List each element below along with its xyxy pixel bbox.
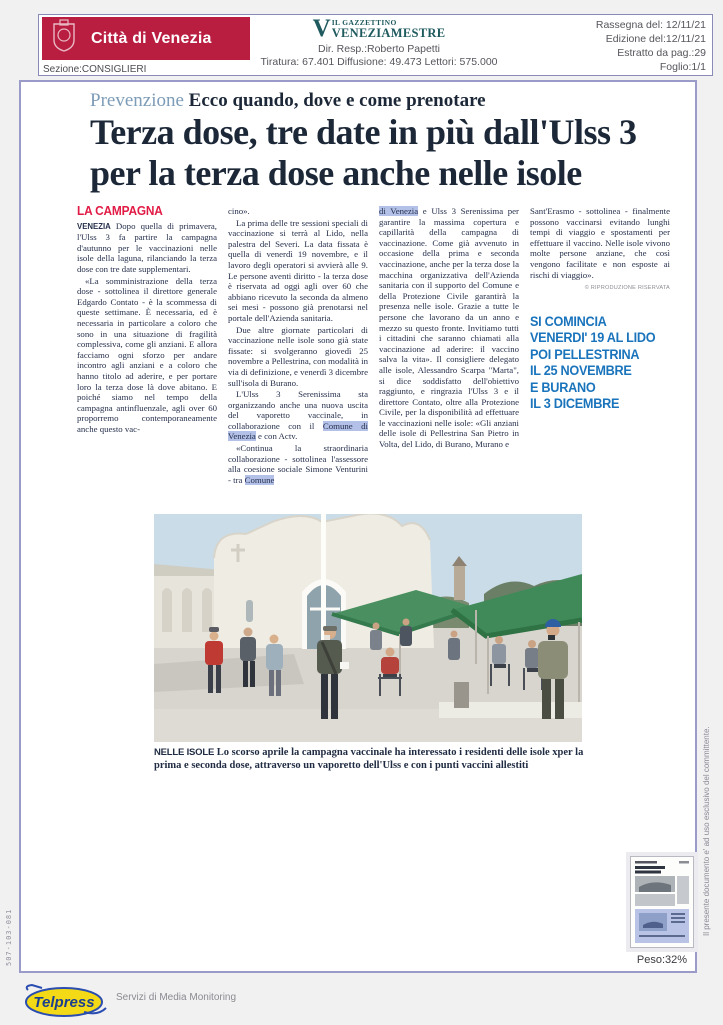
disclaimer-vertical: Il presente documento e' ad uso esclusivo del committente. bbox=[702, 726, 711, 936]
pull-quote-line: VENERDI' 19 AL LIDO bbox=[530, 330, 656, 346]
sheet-number: Foglio:1/1 bbox=[659, 61, 706, 73]
municipality-title: Città di Venezia bbox=[91, 29, 212, 47]
review-metadata bbox=[596, 18, 706, 74]
paragraph-text: Due altre giornate particolari di vaccinazione nelle isole sono già state fissate: si svolgeranno giovedì 25 novembre a Pellestrina, con modalità in via di definizione, e venerdì 3 dicembre sull'isola di Burano. bbox=[228, 324, 368, 388]
paragraph-text: cino». bbox=[228, 206, 250, 216]
vaccination-photo bbox=[154, 514, 582, 742]
page-thumbnail bbox=[630, 856, 694, 948]
search-highlight: Comune bbox=[244, 474, 275, 485]
kicker-text: Ecco quando, dove e come prenotare bbox=[188, 90, 486, 111]
logo-line-top: IL GAZZETTINO bbox=[331, 18, 397, 27]
pull-quote-line: POI PELLESTRINA bbox=[530, 346, 640, 362]
copyright-note: © RIPRODUZIONE RISERVATA bbox=[584, 285, 670, 292]
logo-line-main: VENEZIAMESTRE bbox=[331, 26, 446, 40]
paragraph-text: «Continua la straordinaria collaborazione - sottolinea l'assessore alla coesione sociale Simone Venturini - tra Comune bbox=[228, 443, 368, 485]
venice-crest-icon bbox=[51, 19, 77, 58]
newspaper-masthead bbox=[214, 15, 544, 68]
pull-quote-line: E BURANO bbox=[530, 379, 596, 395]
column-1 bbox=[77, 206, 217, 508]
section-label: Sezione:CONSIGLIERI bbox=[43, 64, 147, 75]
footer-service-label: Servizi di Media Monitoring bbox=[116, 992, 237, 1003]
edition-date: Edizione del:12/11/21 bbox=[605, 33, 706, 45]
paragraph-text: Dopo quella di primavera, l'Ulss 3 fa partire la campagna d'autunno per le vaccinazioni nelle isole della laguna, rilanciando la terza dose con tre date supplementari. bbox=[77, 220, 218, 274]
pull-quote-line: SI COMINCIA bbox=[530, 313, 607, 329]
article-container bbox=[19, 80, 697, 973]
director-line: Dir. Resp.:Roberto Papetti bbox=[318, 43, 440, 55]
paragraph-text: «La somministrazione della terza dose - sottolinea il direttore generale Edgardo Contato - è la scommessa di queste settimane. È necessaria, ed è necessaria in particolare a coloro che sono in una situazione di fragilità complessiva, come gli anziani. E allora facciamo ogni sforzo per andare incontro agli anziani e a coloro che hanno titolo ad aderire, e per portare loro la terza dose là dove abitano. E poiché siamo nel tempo della campagna antinfluenzale, agli over 60 proporremo contemporaneamente anche questo vac- bbox=[77, 275, 217, 434]
rubric-label: LA CAMPAGNA bbox=[77, 206, 163, 218]
pull-quote-line: IL 25 NOVEMBRE bbox=[530, 363, 632, 379]
circulation-line: Tiratura: 67.401 Diffusione: 49.473 Lettori: 575.000 bbox=[260, 56, 498, 68]
clipping-header bbox=[38, 14, 713, 76]
paragraph-text: La prima delle tre sessioni speciali di vaccinazione si terrà al Lido, nella palestra del Severi. La data fissata è quella di venerdì 19 novembre, e il lavoro degli operatori si avvierà alle 9. Le persone aventi diritto - la terza dose è riservata ad oggi agli over 60 che abbiano ricevuto la seconda da almeno sei mesi - possono già prenotarsi nel portale dell'Azienda sanitaria. bbox=[228, 217, 368, 323]
pull-quote bbox=[530, 314, 662, 413]
column-3 bbox=[379, 206, 519, 508]
thumbnail-page-icon bbox=[631, 857, 693, 947]
search-highlight: di Venezia bbox=[379, 206, 419, 216]
paragraph-text: Sant'Erasmo - sottolinea - finalmente possono vaccinarsi evitando lunghi tempi di viaggio e spostamenti per effettuare il vaccino. Nelle isole vivono molte persone anziane, che così vengono facilitate e non esposte ai rischi di viaggio». bbox=[530, 206, 670, 280]
kicker-label: Prevenzione bbox=[90, 90, 184, 111]
telpress-logo-text: Telpress bbox=[33, 994, 95, 1011]
rassegna-date: Rassegna del: 12/11/21 bbox=[595, 19, 706, 31]
kicker bbox=[90, 90, 486, 112]
caption-label: NELLE ISOLE bbox=[154, 747, 215, 758]
caption-text: Lo scorso aprile la campagna vaccinale ha interessato i residenti delle isole xper la prima e seconda dose, attraverso un vaporetto dell'Ulss e con i punti vaccini allestiti bbox=[154, 747, 584, 771]
weight-label: Peso:32% bbox=[636, 954, 688, 966]
page-extract: Estratto da pag.:29 bbox=[617, 47, 706, 59]
paragraph-text: L'Ulss 3 Serenissima sta organizzando anche una nuova uscita del vaporetto vaccinale, in collaborazione con il Comune di Venezia e con Actv. bbox=[228, 389, 368, 442]
column-4 bbox=[530, 206, 670, 508]
photo-caption bbox=[154, 746, 592, 772]
dateline: VENEZIA bbox=[77, 221, 111, 231]
archive-code-vertical: 507-103-081 bbox=[5, 908, 13, 966]
telpress-logo bbox=[22, 982, 108, 1025]
gazzettino-v-icon: V bbox=[312, 15, 331, 42]
gazzettino-logo bbox=[214, 15, 544, 42]
article-body bbox=[77, 206, 673, 508]
column-2 bbox=[228, 206, 368, 508]
headline: Terza dose, tre date in più dall'Ulss 3 per la terza dose anche nelle isole bbox=[90, 112, 637, 193]
pull-quote-line: IL 3 DICEMBRE bbox=[530, 396, 620, 412]
paragraph-text: di Venezia e Ulss 3 Serenissima per garantire la massima copertura e capillarità della campagna di vaccinazione. Come già avvenuto in occasione della prima e seconda vaccinazione, anche per la terza dose la macchina organizzativa dell'Azienda sanitaria con il supporto del Comune e della Protezione Civile garantirà la presenza nelle isole. Grazie a tutte le persone che lavorano da un anno e mezzo su questo fronte. Invitiamo tutti i cittadini che saranno chiamati alla vaccinazione ad aderire: il vaccino salva la vita». Il consigliere delegato alle isole, Alessandro Scarpa "Marta", si dice soddisfatto dell'obiettivo raggiunto, e ringrazia l'Ulss 3 e il direttore Contato, oltre alla Protezione Civile, per la disponibilità ad effettuare le vaccinazioni nelle isole: «Gli anziani delle isole di Pellestrina San Pietro in Volta, del Lido, di Burano, Murano e bbox=[379, 206, 519, 450]
search-highlight: Comune di Venezia bbox=[228, 420, 368, 442]
